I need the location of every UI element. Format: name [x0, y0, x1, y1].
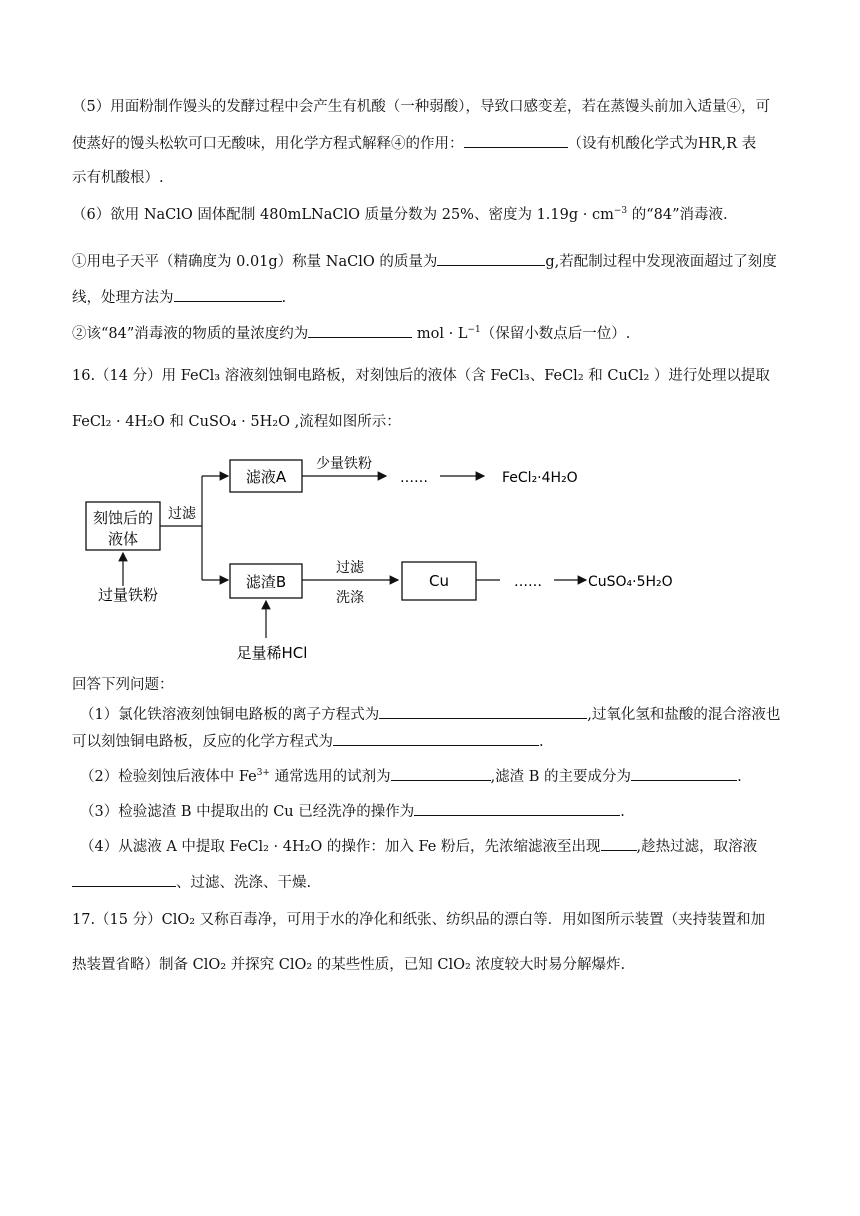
answer-blank[interactable]: [414, 801, 620, 816]
q16-part4-line-1: （4）从滤液 A 中提取 FeCl₂ · 4H₂O 的操作：加入 Fe 粉后，先浓缩滤液至出现 ,趁热过滤，取溶液: [80, 836, 757, 857]
dots-b: ……: [514, 574, 542, 590]
q6-line-1: （6）欲用 NaClO 固体配制 480mLNaClO 质量分数为 25%、密度为 $1.19g \cdot cm^{-3}$ 的“84”消毒液.: [72, 206, 728, 223]
product-fecl2: FeCl₂·4H₂O: [502, 470, 578, 486]
q16-part1-line-2: 可以刻蚀铜电路板，反应的化学方程式为 .: [72, 731, 544, 752]
q17-line-2: 热装置省略）制备 ClO₂ 并探究 ClO₂ 的某些性质，已知 ClO₂ 浓度较大时易分解爆炸.: [72, 957, 626, 973]
q16-part2: （2）检验刻蚀后液体中 $Fe^{3+}$ 通常选用的试剂为 ,滤渣 B 的主要成分为 .: [80, 766, 742, 787]
iron-powder-small: 少量铁粉: [316, 456, 372, 472]
q5-line-3: 示有机酸根）.: [72, 170, 164, 186]
answer-blank[interactable]: [379, 704, 587, 719]
flow-diagram: [80, 452, 700, 674]
q16-part1-line-1: （1）氯化铁溶液刻蚀铜电路板的离子方程式为 ,过氧化氢和盐酸的混合溶液也: [80, 704, 780, 725]
answer-blank[interactable]: [437, 251, 545, 266]
answer-prompt: 回答下列问题：: [72, 677, 174, 693]
answer-blank[interactable]: [174, 287, 282, 302]
wash-label: 洗涤: [336, 590, 364, 606]
q6-part1-line-1: ①用电子天平（精确度为 0.01g）称量 NaClO 的质量为 g,若配制过程中发现液面超过了刻度: [72, 251, 777, 272]
answer-blank[interactable]: [601, 836, 637, 851]
iron-powder-excess: 过量铁粉: [97, 586, 159, 604]
q6-part1-line-2: 线，处理方法为 .: [72, 287, 286, 308]
q16-part3: （3）检验滤渣 B 中提取出的 Cu 已经洗净的操作为 .: [80, 801, 625, 822]
q17-line-1: 17.（15 分）ClO₂ 又称百毒净，可用于水的净化和纸张、纺织品的漂白等．用如图所示装置（夹持装置和加: [72, 912, 766, 928]
q16-heading: 16.（14 分）用 FeCl₃ 溶液刻蚀铜电路板，对刻蚀后的液体（含 FeCl₃、FeCl₂ 和 CuCl₂ ）进行处理以提取: [72, 368, 770, 384]
q6-part2: ②该“84”消毒液的物质的量浓度约为 mol · $L^{-1}$（保留小数点后一位）.: [72, 323, 630, 344]
dots-a: ……: [400, 470, 428, 486]
answer-blank[interactable]: [72, 872, 176, 887]
hcl-input: 足量稀HCl: [236, 644, 308, 662]
answer-blank[interactable]: [391, 766, 491, 781]
product-cuso4: CuSO₄·5H₂O: [588, 574, 673, 590]
answer-blank[interactable]: [464, 133, 568, 148]
q16-part4-line-2: 、过滤、洗涤、干燥.: [72, 872, 311, 893]
start-label-1: 刻蚀后的: [92, 509, 154, 527]
q5-line-2: 使蒸好的馒头松软可口无酸味，用化学方程式解释④的作用： （设有机酸化学式为HR,R 表: [72, 133, 756, 154]
filter-label-b: 过滤: [336, 560, 364, 576]
start-label-2: 液体: [107, 530, 139, 548]
answer-blank[interactable]: [631, 766, 737, 781]
answer-blank[interactable]: [308, 323, 412, 338]
answer-blank[interactable]: [333, 731, 539, 746]
filter-label: 过滤: [168, 506, 196, 522]
residue-b-label: 滤渣B: [245, 573, 287, 591]
q5-line-1: （5）用面粉制作馒头的发酵过程中会产生有机酸（一种弱酸），导致口感变差，若在蒸馒头前加入适量④，可: [72, 99, 770, 115]
q16-heading-2: FeCl₂ · 4H₂O 和 CuSO₄ · 5H₂O ,流程如图所示：: [72, 414, 401, 430]
filtrate-a-label: 滤液A: [245, 468, 287, 486]
cu-label: Cu: [429, 572, 449, 590]
